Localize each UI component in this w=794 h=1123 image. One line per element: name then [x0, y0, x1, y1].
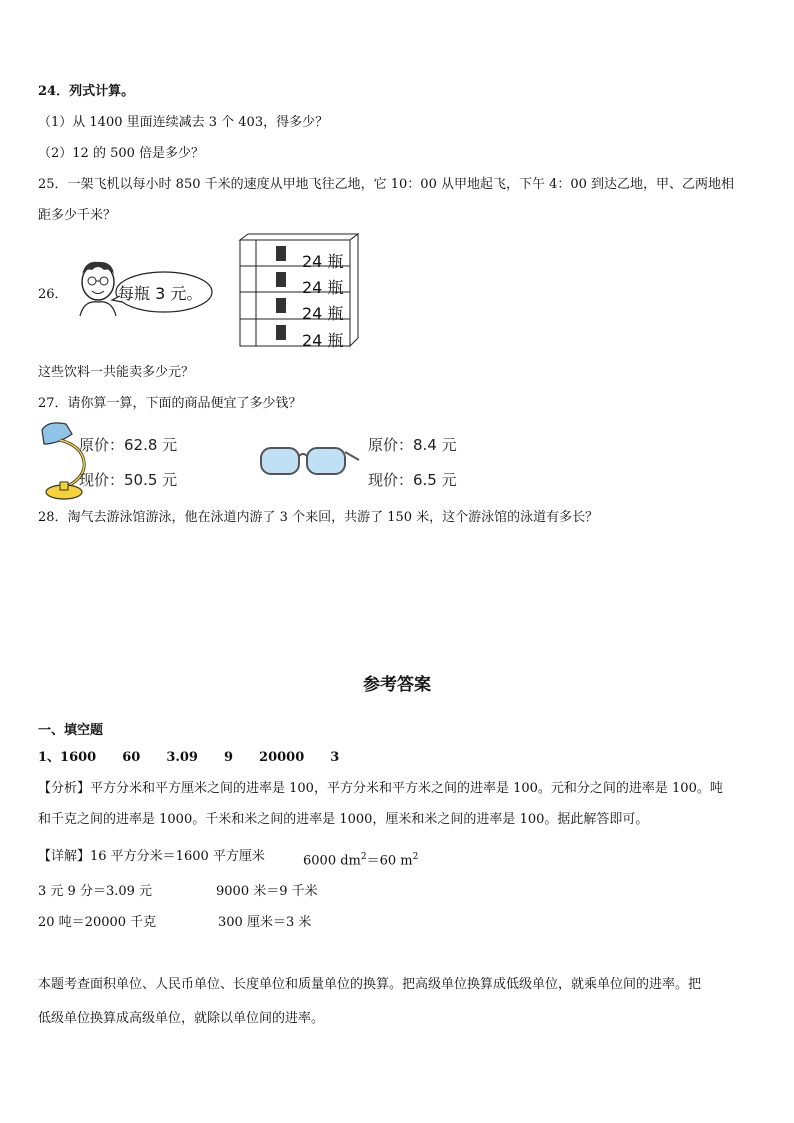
crate-label: 24 瓶 — [302, 304, 344, 323]
crate-label: 24 瓶 — [302, 278, 344, 297]
glasses-icon — [255, 440, 361, 488]
q28-text: 28．淘气去游泳馆游泳，他在泳道内游了 3 个来回，共游了 150 米，这个游泳馆的泳道有多长？ — [38, 510, 599, 525]
q24-title: 24．列式计算。 — [38, 84, 135, 99]
glasses-original-price: 原价：8.4 元 — [368, 436, 457, 454]
bottle-icon — [276, 246, 286, 261]
q24-part1: （1）从 1400 里面连续减去 3 个 403，得多少？ — [38, 115, 329, 130]
detail-right-part2: ＝60 m — [366, 853, 413, 869]
glasses-current-price: 现价：6.5 元 — [368, 471, 457, 489]
q25-line1: 25．一架飞机以每小时 850 千米的速度从甲地飞往乙地，它 10：00 从甲地起飞，下午 4：00 到达乙地，甲、乙两地相 — [38, 177, 735, 192]
q25-line2: 距多少千米？ — [38, 208, 117, 223]
detail-right-part1: 6000 dm — [303, 853, 361, 869]
analysis-line2: 和千克之间的进率是 1000。千米和米之间的进率是 1000，厘米和米之间的进率是 100。据此解答即可。 — [38, 812, 649, 827]
conversion-row3-right: 300 厘米＝3 米 — [218, 915, 312, 930]
bottle-icon — [276, 272, 286, 287]
speech-bubble-text: 每瓶 3 元。 — [118, 284, 203, 303]
conversion-row2-right: 9000 米＝9 千米 — [216, 884, 318, 899]
detail-left: 【详解】16 平方分米＝1600 平方厘米 — [38, 849, 265, 864]
analysis-line1: 【分析】平方分米和平方厘米之间的进率是 100，平方分米和平方米之间的进率是 100。元和分之间的进率是 100。吨 — [38, 781, 723, 796]
superscript-2: 2 — [360, 852, 367, 862]
lamp-current-price: 现价：50.5 元 — [79, 471, 178, 489]
answer-line: 1、1600 60 3.09 9 20000 3 — [38, 750, 340, 765]
man-face-icon — [80, 262, 116, 316]
superscript-2: 2 — [412, 852, 419, 862]
answers-heading: 参考答案 — [363, 675, 431, 695]
detail-right — [303, 848, 418, 870]
conversion-row2-left: 3 元 9 分＝3.09 元 — [38, 884, 153, 899]
conversion-row3-left: 20 吨＝20000 千克 — [38, 915, 157, 930]
crate-label: 24 瓶 — [302, 331, 344, 350]
bottle-icon — [276, 325, 286, 340]
crate-label: 24 瓶 — [302, 252, 344, 271]
q27-title: 27．请你算一算，下面的商品便宜了多少钱？ — [38, 396, 302, 411]
summary-line1: 本题考查面积单位、人民币单位、长度单位和质量单位的换算。把高级单位换算成低级单位，就乘单位间的进率。把 — [38, 977, 702, 992]
summary-line2: 低级单位换算成高级单位，就除以单位间的进率。 — [38, 1011, 325, 1026]
q24-part2: （2）12 的 500 倍是多少？ — [38, 146, 205, 161]
q26-number: 26． — [38, 287, 68, 302]
q26-question: 这些饮料一共能卖多少元？ — [38, 365, 195, 380]
answers-section: 一、填空题 — [38, 723, 104, 738]
bottle-icon — [276, 298, 286, 313]
lamp-original-price: 原价：62.8 元 — [79, 436, 178, 454]
